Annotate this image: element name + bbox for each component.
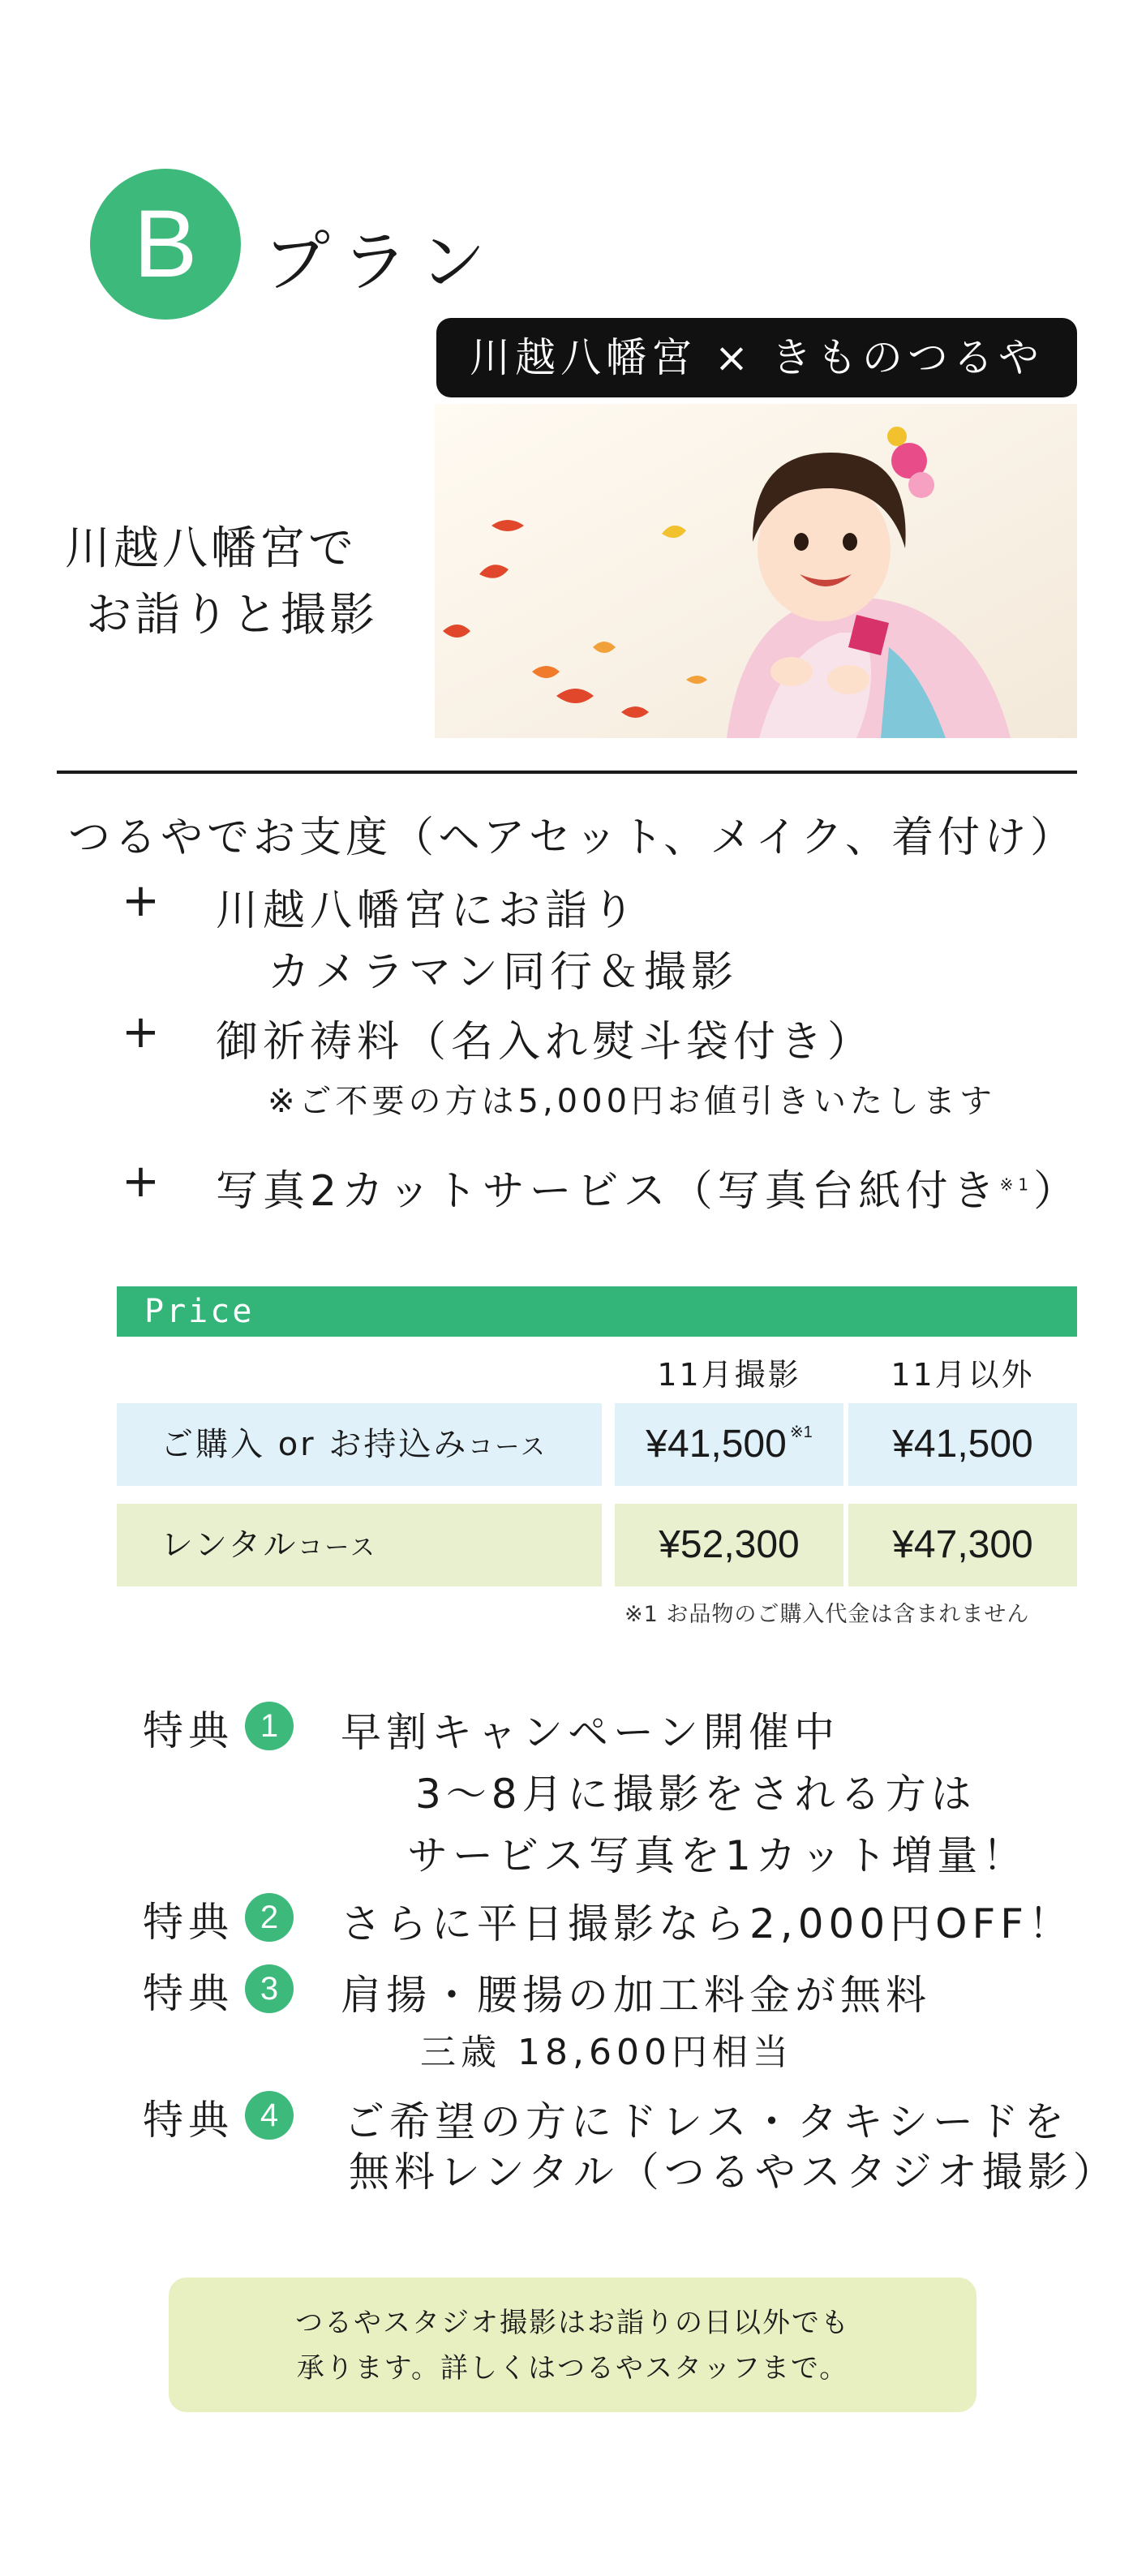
row-label-suffix: コース [468, 1433, 547, 1462]
price-footnote: ※1 お品物のご購入代金は含まれません [625, 1602, 1030, 1627]
row-label-suffix: コース [298, 1534, 377, 1562]
intro-line: 川越八幡宮で [65, 522, 357, 575]
column-header: 11月撮影 [657, 1357, 801, 1393]
plus-icon: + [122, 874, 160, 927]
plus-icon: + [122, 1006, 160, 1058]
include-item-text: 写真2カットサービス（写真台紙付き [216, 1167, 1000, 1216]
row-label-text: レンタル [161, 1526, 298, 1564]
price-value: ¥41,500 [646, 1423, 787, 1466]
row-label-text: ご購入 or お持込み [161, 1426, 469, 1463]
notice-line: つるやスタジオ撮影はお詣りの日以外でも [295, 2307, 850, 2339]
benefit-text: 無料レンタル（つるやスタジオ撮影） [349, 2149, 1118, 2196]
include-note: ※ご不要の方は5,000円お値引きいたします [268, 1083, 997, 1120]
intro-text [65, 516, 378, 649]
price-cell [615, 1403, 843, 1486]
intro-line: お詣りと撮影 [86, 589, 378, 642]
include-item: 御祈祷料（名入れ熨斗袋付き） [216, 1018, 875, 1067]
footnote-marker: ※1 [999, 1174, 1034, 1195]
price-cell: ¥41,500 [848, 1403, 1077, 1486]
benefit-number-badge: 4 [245, 2091, 294, 2140]
benefit-number-badge: 3 [245, 1964, 294, 2013]
benefit-number-badge: 1 [245, 1702, 294, 1750]
benefit-text: さらに平日撮影なら2,000円OFF！ [341, 1900, 1075, 1947]
plan-title: プラン [264, 224, 498, 301]
price-header-bar: Price [117, 1286, 1077, 1337]
benefit-text: サービス写真を1カット増量！ [407, 1832, 1028, 1879]
plus-icon: + [122, 1155, 160, 1208]
benefit-text: 肩揚・腰揚の加工料金が無料 [341, 1972, 931, 2019]
price-cell: ¥52,300 [615, 1504, 843, 1586]
footnote-marker: ※1 [789, 1423, 813, 1441]
include-item: カメラマン同行＆撮影 [268, 948, 739, 997]
benefit-label: 特典 [143, 1970, 234, 2017]
notice-box [169, 2278, 976, 2412]
benefit-text: 三歳 18,600円相当 [420, 2032, 793, 2073]
price-cell: ¥47,300 [848, 1504, 1077, 1586]
benefit-text: 早割キャンペーン開催中 [341, 1709, 839, 1756]
benefit-label: 特典 [143, 1899, 234, 1946]
column-header: 11月以外 [891, 1357, 1035, 1393]
preparation-text: つるやでお支度（ヘアセット、メイク、着付け） [68, 814, 1077, 862]
plan-badge: B [90, 169, 241, 320]
shrine-banner: 川越八幡宮 × きものつるや [436, 318, 1077, 397]
benefit-text: 3～8月に撮影をされる方は [415, 1771, 976, 1818]
notice-line: 承ります。詳しくはつるやスタッフまで。 [296, 2352, 849, 2385]
benefit-text: ご希望の方にドレス・タキシードを [344, 2098, 1069, 2145]
kimono-child-photo [435, 404, 1077, 738]
benefit-label: 特典 [143, 2097, 234, 2144]
include-item-close: ） [1033, 1167, 1081, 1216]
section-divider [57, 771, 1077, 774]
include-item [216, 1157, 1080, 1217]
price-row-label [117, 1504, 602, 1586]
price-row-label [117, 1403, 602, 1486]
benefit-label: 特典 [143, 1707, 234, 1754]
include-item: 川越八幡宮にお詣り [216, 887, 640, 935]
benefit-number-badge: 2 [245, 1893, 294, 1942]
